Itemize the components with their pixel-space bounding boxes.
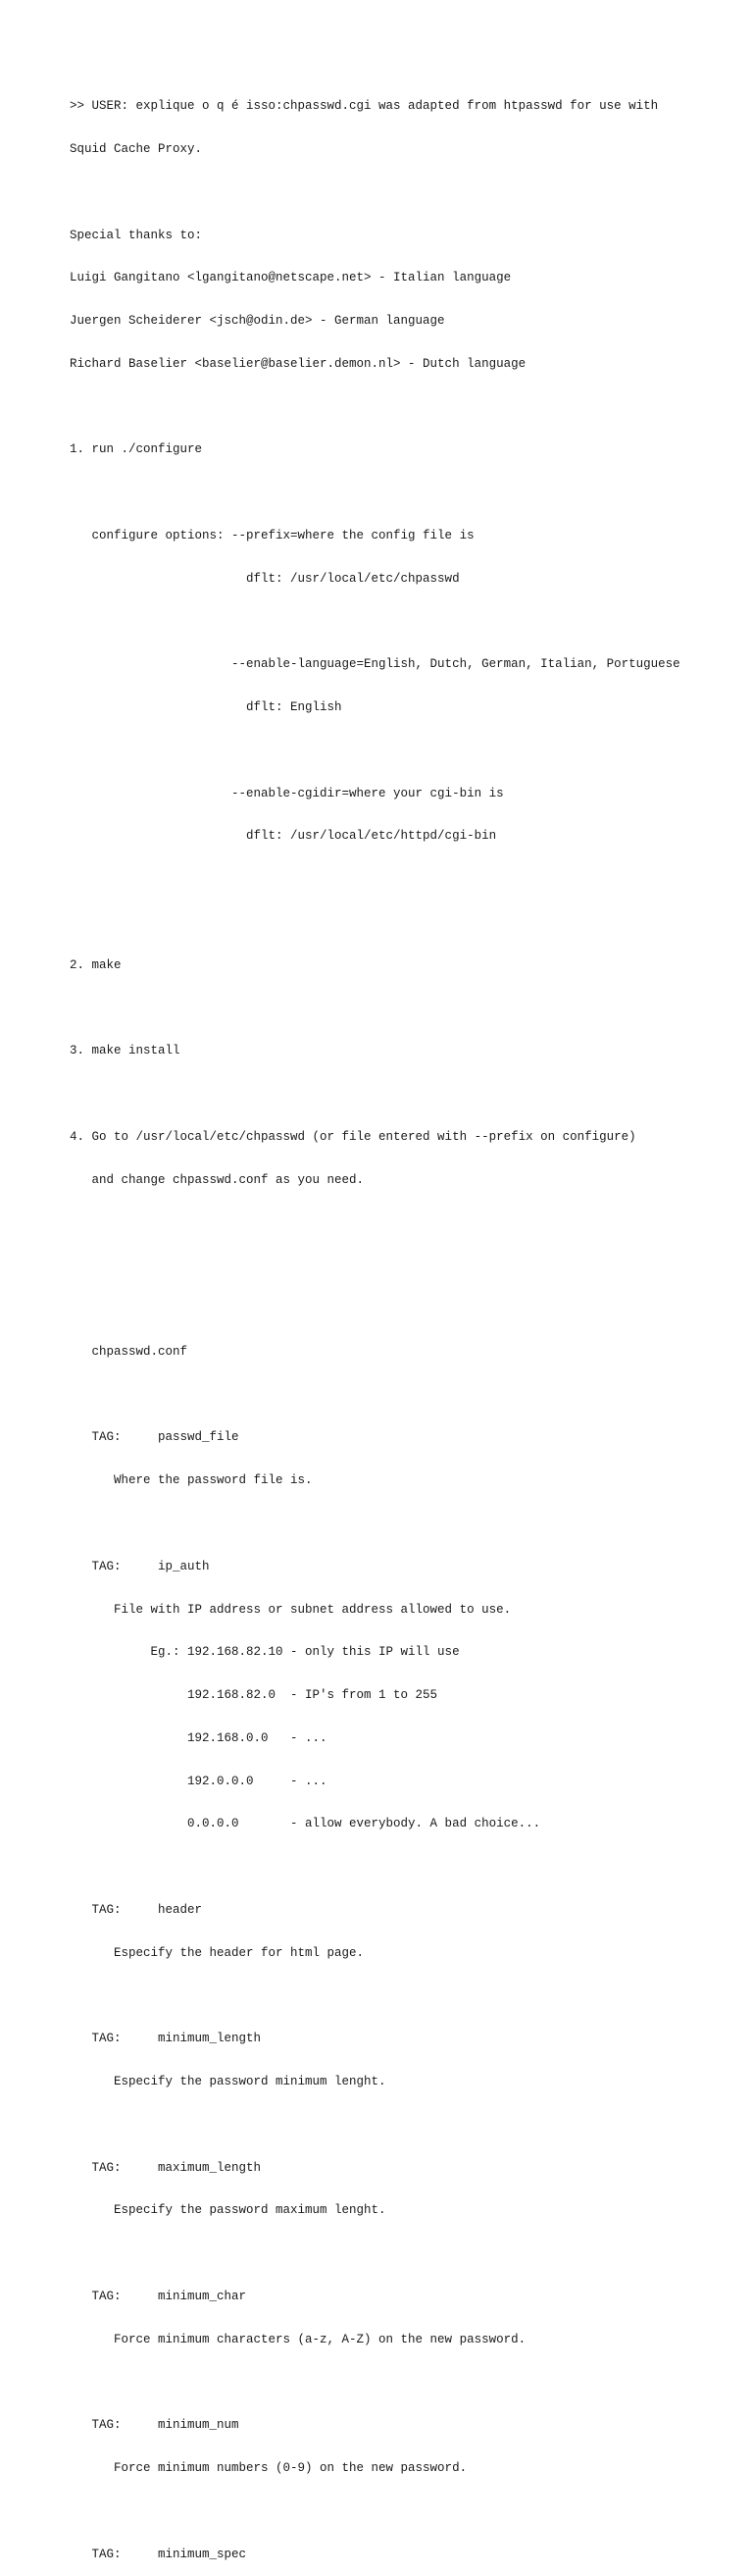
text-line: [70, 1002, 746, 1016]
text-line: 0.0.0.0 - allow everybody. A bad choice...: [70, 1817, 541, 1831]
text-line: --enable-cgidir=where your cgi-bin is: [70, 786, 504, 800]
text-line: [70, 2118, 746, 2133]
text-line: TAG: minimum_length: [70, 2032, 262, 2046]
text-line: [70, 486, 746, 500]
text-line: [70, 2376, 746, 2391]
text-line: 1. run ./configure: [70, 442, 203, 457]
text-line: Juergen Scheiderer <jsch@odin.de> - German language: [70, 314, 445, 329]
text-line: [70, 1216, 746, 1231]
text-line: [70, 185, 746, 200]
text-line: TAG: header: [70, 1903, 203, 1917]
text-line: dflt: English: [70, 700, 342, 715]
text-line: Luigi Gangitano <lgangitano@netscape.net> - Italian language: [70, 271, 512, 285]
text-line: --enable-language=English, Dutch, German, Italian, Portuguese: [70, 657, 680, 672]
text-line: [70, 1860, 746, 1875]
text-line: [70, 400, 746, 415]
text-line: 192.168.0.0 - ...: [70, 1730, 327, 1745]
text-line: [70, 1259, 746, 1273]
text-line: 4. Go to /usr/local/etc/chpasswd (or file entered with --prefix on configure): [70, 1129, 636, 1144]
text-line: [70, 2246, 746, 2261]
document-body: [70, 71, 746, 2576]
text-line: Force minimum characters (a-z, A-Z) on the new password.: [70, 2332, 527, 2346]
text-line: [70, 1517, 746, 1531]
text-line: [70, 915, 746, 930]
text-line: Richard Baselier <baselier@baselier.demon.nl> - Dutch language: [70, 356, 527, 371]
text-line: Eg.: 192.168.82.10 - only this IP will use: [70, 1645, 460, 1660]
text-line: [70, 1388, 746, 1403]
text-line: TAG: minimum_spec: [70, 2547, 247, 2561]
text-line: TAG: maximum_length: [70, 2160, 262, 2175]
text-line: Where the password file is.: [70, 1473, 313, 1488]
text-line: TAG: minimum_char: [70, 2290, 247, 2304]
text-line: [70, 1087, 746, 1102]
text-line: Especify the password minimum lenght.: [70, 2075, 386, 2089]
text-line: >> USER: explique o q é isso:chpasswd.cgi was adapted from htpasswd for use with: [70, 99, 659, 114]
text-line: File with IP address or subnet address allowed to use.: [70, 1602, 512, 1617]
text-line: 192.0.0.0 - ...: [70, 1774, 327, 1788]
text-line: TAG: passwd_file: [70, 1430, 239, 1445]
text-line: chpasswd.conf: [70, 1344, 188, 1359]
text-line: configure options: --prefix=where the config file is: [70, 529, 475, 542]
text-line: [70, 1989, 746, 2004]
text-line: Especify the header for html page.: [70, 1945, 365, 1960]
text-line: 2. make: [70, 957, 122, 972]
text-line: Special thanks to:: [70, 228, 203, 242]
text-line: Force minimum numbers (0-9) on the new password.: [70, 2461, 468, 2476]
text-line: [70, 1302, 746, 1316]
text-line: [70, 615, 746, 630]
text-line: Especify the password maximum lenght.: [70, 2203, 386, 2218]
text-line: and change chpasswd.conf as you need.: [70, 1172, 365, 1187]
text-line: TAG: ip_auth: [70, 1559, 210, 1573]
text-line: TAG: minimum_num: [70, 2418, 239, 2433]
text-line: [70, 744, 746, 758]
text-line: 192.168.82.0 - IP's from 1 to 255: [70, 1688, 438, 1703]
text-line: [70, 872, 746, 887]
text-line: 3. make install: [70, 1044, 180, 1058]
text-line: dflt: /usr/local/etc/httpd/cgi-bin: [70, 829, 497, 844]
text-line: [70, 2504, 746, 2519]
text-line: dflt: /usr/local/etc/chpasswd: [70, 571, 460, 586]
text-line: Squid Cache Proxy.: [70, 141, 203, 156]
